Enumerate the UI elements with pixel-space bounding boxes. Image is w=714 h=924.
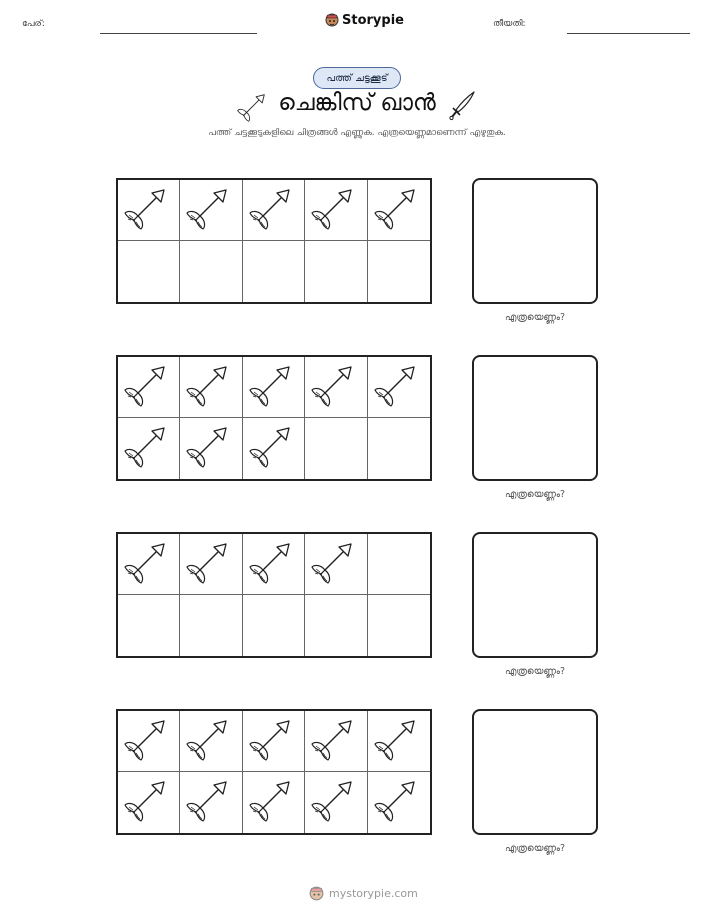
date-label: തീയതി: [493, 19, 526, 29]
frame-cell [305, 180, 367, 241]
frame-cell [180, 418, 242, 479]
frame-cell [243, 357, 305, 418]
brand-logo [325, 12, 404, 28]
ten-frame [116, 709, 432, 835]
frame-cell [118, 595, 180, 656]
arrow-icon [374, 778, 418, 822]
answer-box[interactable] [472, 178, 598, 304]
answer-box[interactable] [472, 355, 598, 481]
ten-frame [116, 355, 432, 481]
frame-cell [368, 241, 430, 302]
frame-cell [180, 357, 242, 418]
arrow-icon [186, 717, 230, 761]
arrow-icon [311, 717, 355, 761]
storypie-mascot-icon [309, 885, 324, 902]
ten-frame [116, 178, 432, 304]
answer-label: എത്രയെണ്ണം? [504, 666, 566, 677]
worksheet-type-badge: പത്ത് ചട്ടക്കൂട് [313, 67, 401, 89]
arrow-icon [186, 540, 230, 584]
arrow-icon [124, 717, 168, 761]
answer-label: എത്രയെണ്ണം? [504, 489, 566, 500]
arrow-icon [249, 186, 293, 230]
frame-cell [368, 772, 430, 833]
arrow-icon [374, 717, 418, 761]
frame-cell [243, 772, 305, 833]
frame-cell [368, 711, 430, 772]
frame-cell [305, 772, 367, 833]
frame-cell [180, 711, 242, 772]
frame-cell [243, 418, 305, 479]
arrow-icon [124, 363, 168, 407]
name-label: പേര്: [22, 19, 45, 29]
frame-cell [180, 595, 242, 656]
arrow-icon [124, 424, 168, 468]
instruction-text: പത്ത് ചട്ടക്കൂടുകളിലെ ചിത്രങ്ങൾ എണ്ണുക. എത്രയെണ്ണമാണെന്ന് എഴുതുക. [208, 128, 506, 138]
frame-cell [118, 772, 180, 833]
arrow-icon [249, 363, 293, 407]
arrow-icon [186, 424, 230, 468]
frame-cell [118, 418, 180, 479]
brand-name: Storypie [342, 12, 404, 28]
arrow-icon [186, 363, 230, 407]
arrow-icon [311, 186, 355, 230]
frame-cell [368, 180, 430, 241]
arrow-icon [124, 540, 168, 584]
date-line[interactable] [567, 33, 690, 34]
frame-cell [368, 595, 430, 656]
footer [309, 885, 418, 902]
frame-cell [305, 357, 367, 418]
frame-cell [368, 418, 430, 479]
frame-cell [305, 418, 367, 479]
frame-cell [118, 711, 180, 772]
name-line[interactable] [100, 33, 257, 34]
answer-box[interactable] [472, 532, 598, 658]
frame-cell [368, 534, 430, 595]
frame-cell [305, 534, 367, 595]
frame-cell [243, 180, 305, 241]
frame-cell [243, 595, 305, 656]
frame-cell [118, 534, 180, 595]
answer-label: എത്രയെണ്ണം? [504, 843, 566, 854]
storypie-mascot-icon [325, 12, 339, 28]
frame-cell [180, 180, 242, 241]
frame-cell [118, 357, 180, 418]
ten-frame [116, 532, 432, 658]
frame-cell [118, 241, 180, 302]
footer-site: mystorypie.com [329, 887, 418, 900]
arrow-icon [124, 778, 168, 822]
arrow-icon [249, 778, 293, 822]
frame-cell [243, 534, 305, 595]
frame-cell [305, 595, 367, 656]
sword-icon [449, 90, 477, 122]
arrow-icon [249, 540, 293, 584]
frame-cell [180, 534, 242, 595]
arrow-icon [249, 717, 293, 761]
frame-cell [180, 241, 242, 302]
frame-cell [243, 241, 305, 302]
arrow-icon [374, 186, 418, 230]
answer-label: എത്രയെണ്ണം? [504, 312, 566, 323]
frame-cell [180, 772, 242, 833]
frame-cell [305, 711, 367, 772]
arrow-icon [249, 424, 293, 468]
frame-cell [368, 357, 430, 418]
arrow-icon [186, 778, 230, 822]
arrow-icon [311, 778, 355, 822]
frame-cell [305, 241, 367, 302]
arrow-icon [124, 186, 168, 230]
page-title: ചെങ്കിസ് ഖാൻ [278, 90, 436, 116]
arrow-icon [186, 186, 230, 230]
arrow-icon [374, 363, 418, 407]
arrow-icon [311, 363, 355, 407]
answer-box[interactable] [472, 709, 598, 835]
frame-cell [243, 711, 305, 772]
frame-cell [118, 180, 180, 241]
arrow-icon [311, 540, 355, 584]
